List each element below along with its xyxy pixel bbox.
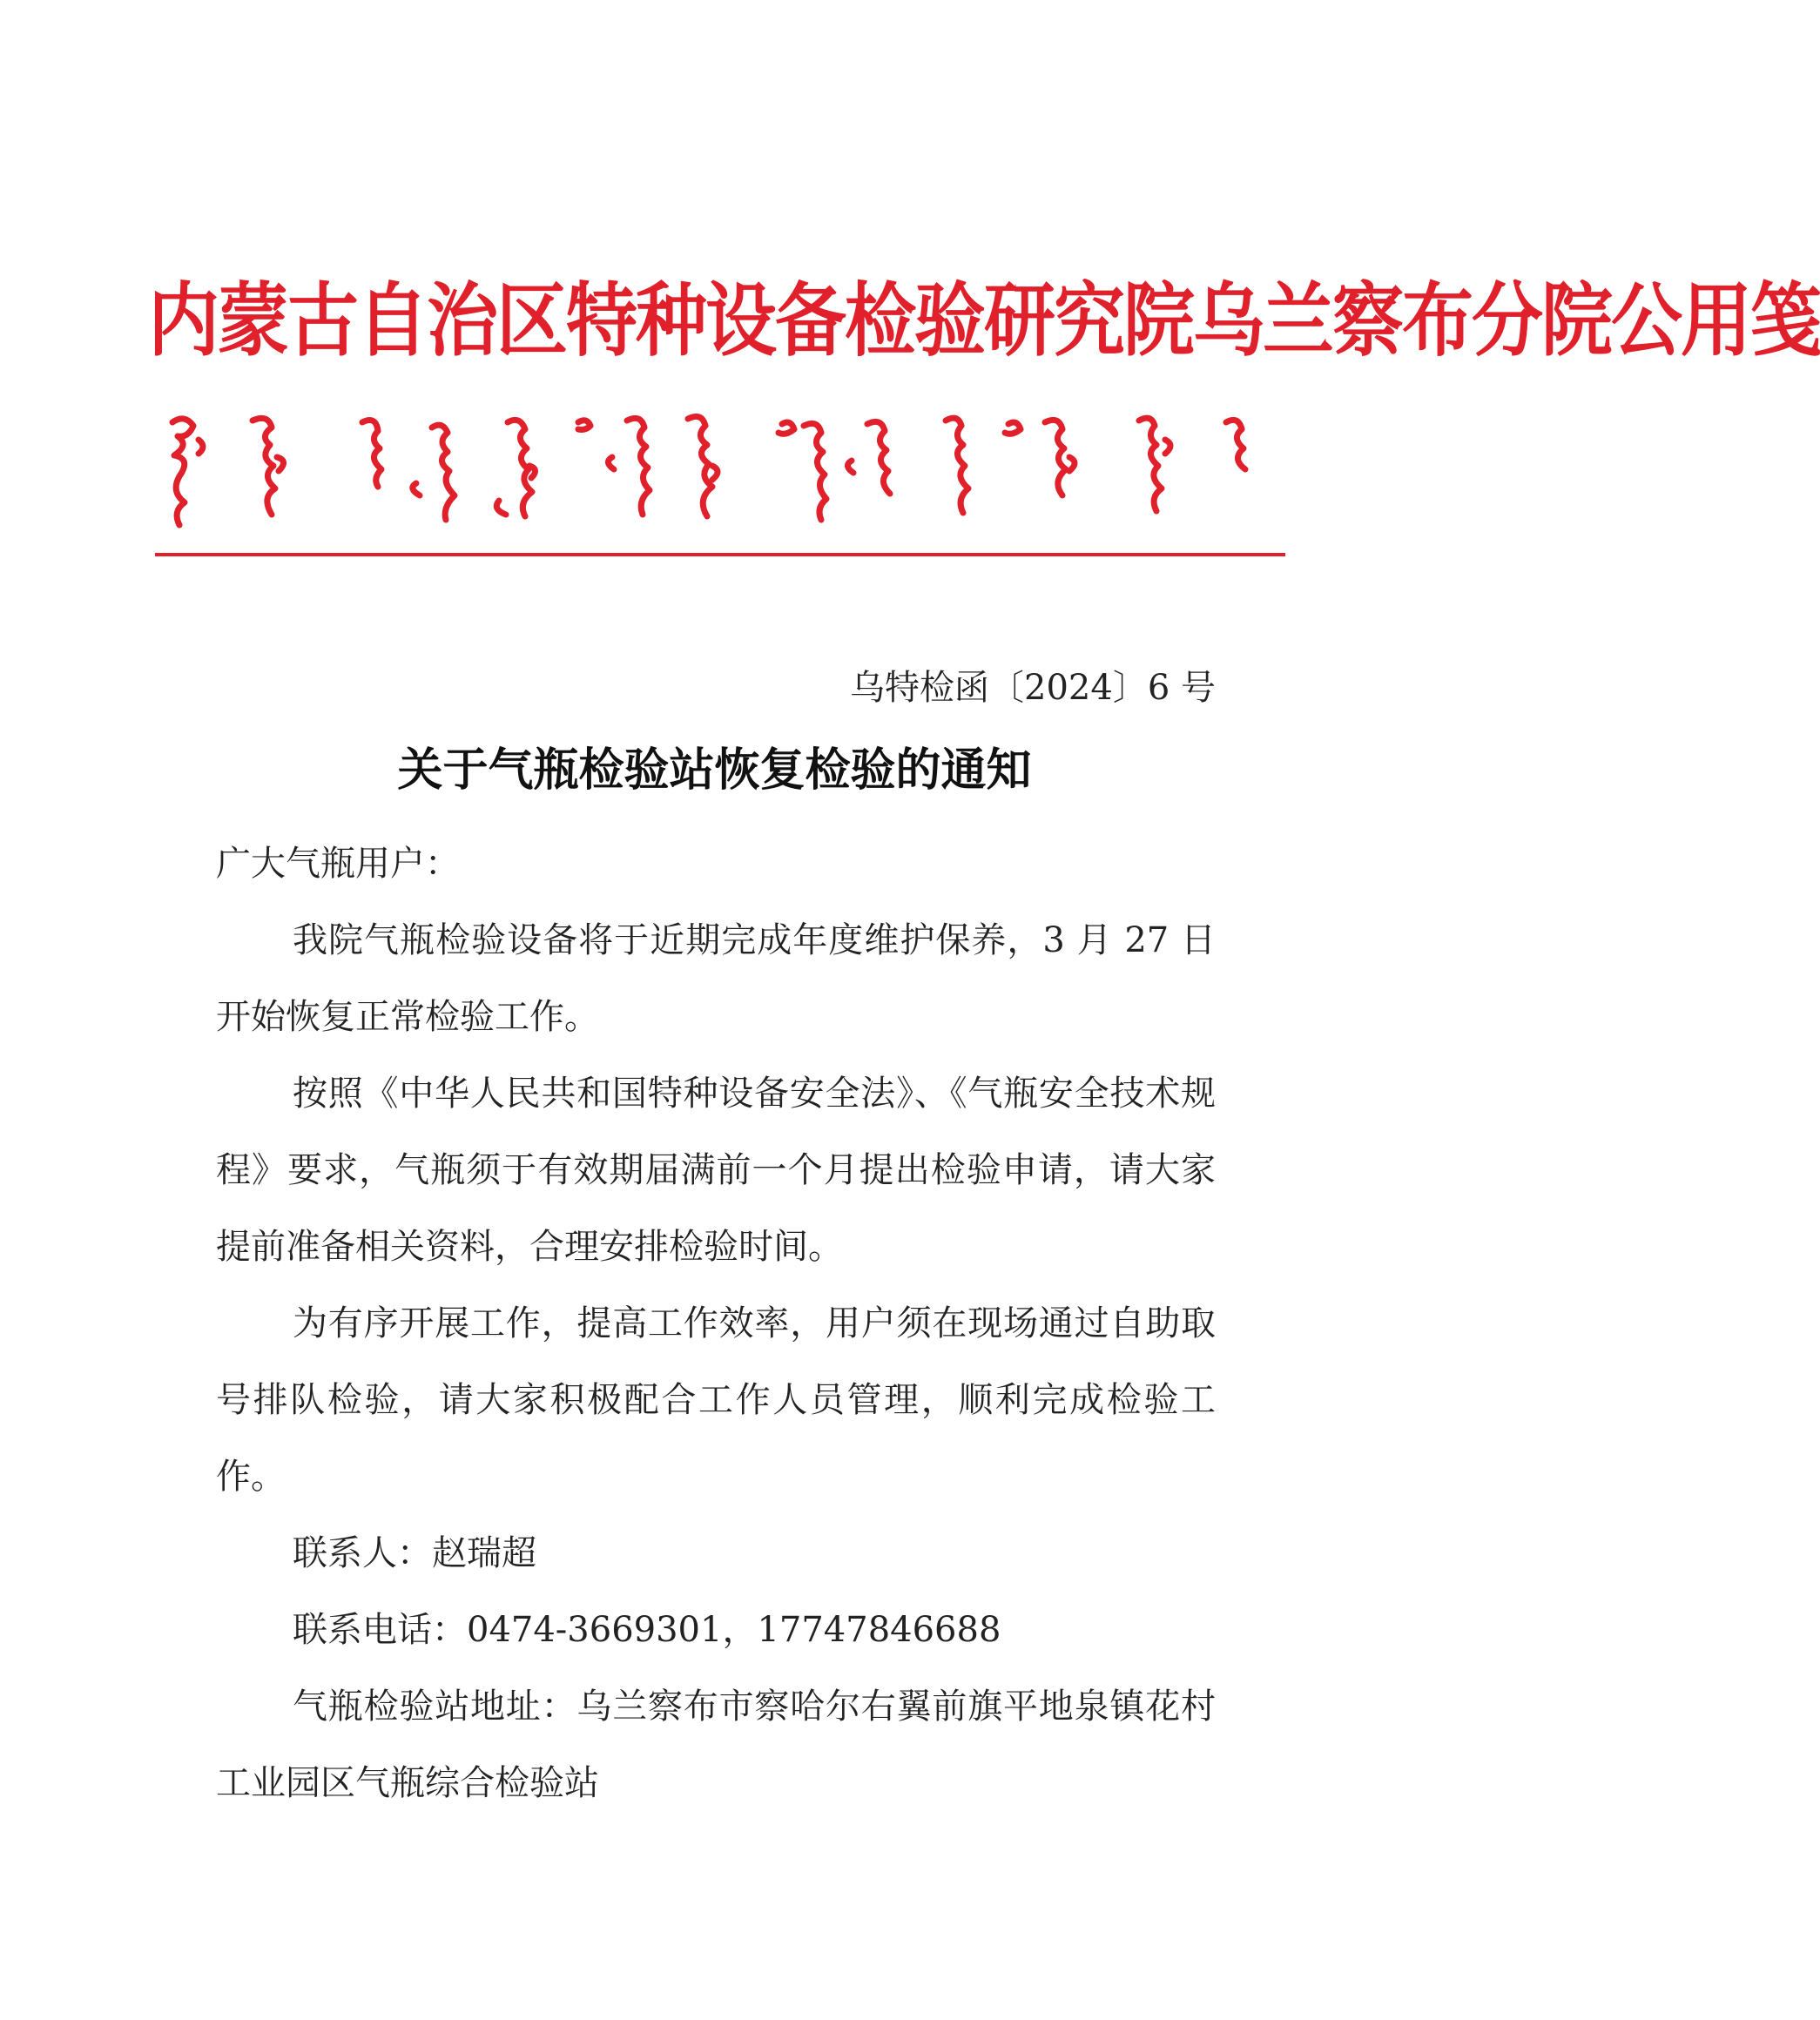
letterhead-divider xyxy=(155,553,1285,556)
paragraph-queue: 为有序开展工作，提高工作效率，用户须在现场通过自助取号排队检验，请大家积极配合工作人员管理，顺利完成检验工作。 xyxy=(216,1303,1216,1497)
paragraph-regulation: 按照《中华人民共和国特种设备安全法》、《气瓶安全技术规程》要求，气瓶须于有效期届满前一个月提出检验申请，请大家提前准备相关资料，合理安排检验时间。 xyxy=(216,1074,1216,1267)
document-body xyxy=(216,825,1216,1821)
letterhead-title-chinese: 内蒙古自治区特种设备检验研究院乌兰察布分院公用笺 xyxy=(148,275,1820,368)
paragraph-resume-date: 我院气瓶检验设备将于近期完成年度维护保养，3 月 27 日开始恢复正常检验工作。 xyxy=(216,920,1216,1037)
contact-phone: 联系电话：0474-3669301，17747846688 xyxy=(293,1610,1001,1650)
document-title: 关于气瓶检验站恢复检验的通知 xyxy=(397,744,1032,797)
document-number: 乌特检函〔2024〕6 号 xyxy=(850,668,1216,708)
letterhead-title-mongolian-graphic xyxy=(155,405,1278,535)
station-address: 气瓶检验站地址：乌兰察布市察哈尔右翼前旗平地泉镇花村工业园区气瓶综合检验站 xyxy=(216,1687,1216,1803)
salutation: 广大气瓶用户： xyxy=(216,844,460,884)
contact-person: 联系人：赵瑞超 xyxy=(293,1533,536,1573)
